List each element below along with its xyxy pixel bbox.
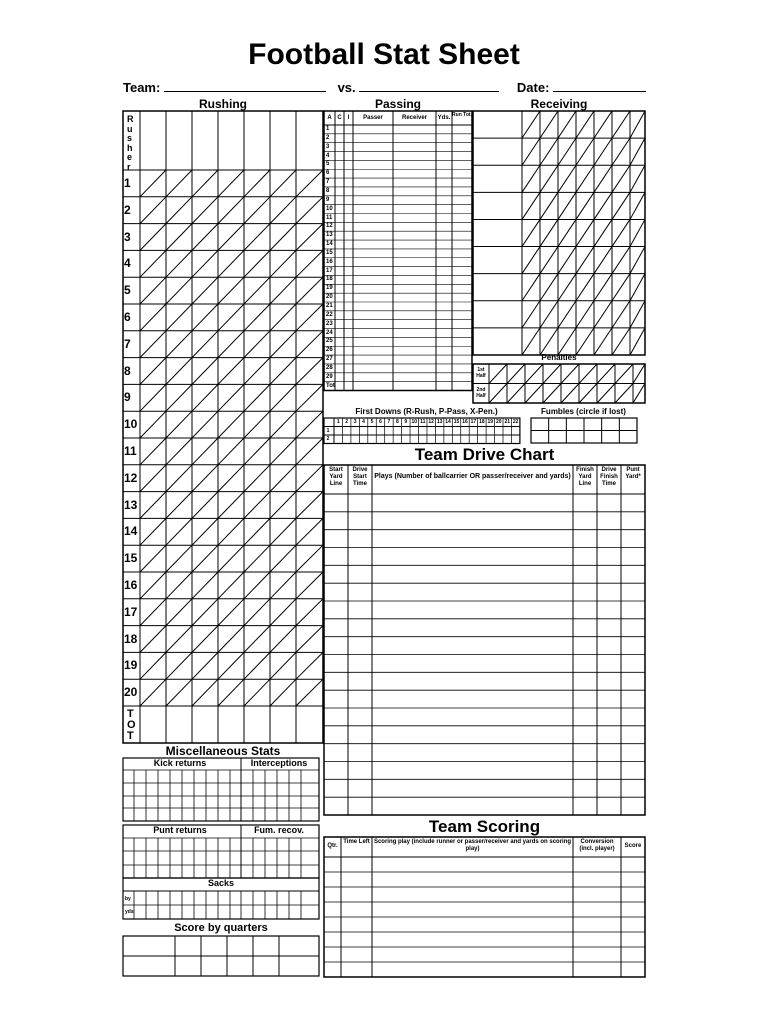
passing-row-number: 8 [326,187,330,194]
rushing-heading: Rushing [199,97,247,111]
rusher-row-number: 1 [124,176,131,190]
sacks-label: Sacks [207,878,235,888]
first-down-number: 12 [428,419,434,425]
passing-row-number: 2 [326,134,330,141]
first-down-number: 3 [353,419,357,425]
date-label: Date: [516,80,550,95]
passing-row-number: 11 [326,214,333,221]
rusher-row-number: 8 [124,363,131,378]
rusher-row-number: 17 [124,604,138,619]
passing-row-number: 23 [326,320,333,327]
interceptions-label: Interceptions [250,758,308,768]
passing-row-number: 28 [326,364,333,371]
passing-row-number: 1 [326,126,330,132]
passing-header: Receiver [401,115,428,121]
rusher-row-number: 9 [124,390,131,405]
passing-row-number: 26 [326,347,333,354]
tot-letter: T [127,708,134,720]
passing-row-number: 22 [326,311,333,318]
team-scoring-header: Time Left [343,839,370,845]
passing-row-number: 15 [326,249,333,256]
rusher-row-number: 10 [124,417,138,432]
rusher-row-number: 12 [124,470,138,485]
passing-heading: Passing [374,97,422,111]
drive-chart-header: Plays (Number of ballcarrier OR passer/receiver and yards) [374,473,571,480]
team-scoring-header: Score [624,843,642,849]
passing-header: Passer [363,115,383,121]
first-down-number: 22 [512,419,519,425]
passing-header: A [327,115,332,121]
rusher-row-number: 11 [124,444,137,458]
misc-heading: Miscellaneous Stats [165,744,281,758]
first-down-number: 8 [395,419,399,425]
passing-row-number: 17 [326,267,333,274]
rusher-letter: u [127,123,133,134]
passing-header: C [337,115,342,121]
penalties-half-label: 1st Half [476,367,486,379]
rusher-letter: s [127,133,133,143]
first-down-number: 19 [487,419,494,425]
vs-label: vs. [337,80,356,95]
passing-header: Yds. [437,115,451,121]
sacks-yds-label: yds [125,909,134,915]
first-down-number: 9 [404,419,408,425]
first-down-row: 1 [326,427,330,434]
receiving-heading: Receiving [530,97,588,111]
passing-row-number: 13 [326,232,333,239]
passing-row-number: 25 [326,338,333,345]
passing-row-number: Tot [326,382,335,389]
passing-row-number: 12 [326,223,333,230]
passing-row-number: 14 [326,241,333,248]
first-down-number: 14 [445,419,451,425]
first-downs-heading: First Downs (R-Rush, P-Pass, X-Pen.) [355,407,498,416]
tot-letter: O [127,719,136,731]
first-down-number: 11 [420,419,426,425]
rusher-row-number: 13 [124,497,138,512]
team-scoring-header: Qtr. [327,843,338,849]
rusher-row-number: 15 [124,551,138,566]
passing-row-number: 21 [326,303,333,309]
first-down-number: 7 [387,419,391,425]
tot-letter: T [127,730,134,742]
score-by-quarters-heading: Score by quarters [174,922,268,934]
team-label: Team: [123,80,161,95]
passing-row-number: 29 [326,373,333,380]
rusher-row-number: 5 [124,283,131,298]
rusher-row-number: 14 [124,524,138,539]
drive-chart-header: Start Yard Line [329,467,343,487]
passing-row-number: 10 [326,205,333,212]
first-down-number: 16 [462,419,468,425]
penalties-heading: Penalties [541,353,577,362]
rusher-letter: e [127,152,133,162]
passing-row-number: 20 [326,294,333,301]
passing-row-number: 6 [326,170,330,177]
punt-returns-label: Punt returns [153,825,207,835]
sacks-by-label: by [125,896,131,902]
passing-row-number: 27 [326,356,333,363]
first-down-number: 6 [379,419,382,425]
rusher-letter: h [127,142,133,153]
rusher-row-number: 18 [124,631,138,646]
first-down-number: 1 [336,419,340,425]
rusher-row-number: 2 [124,202,131,217]
first-down-number: 2 [345,419,349,425]
drive-chart-heading: Team Drive Chart [414,445,555,464]
passing-row-number: 9 [326,196,330,203]
rusher-row-number: 19 [124,658,138,673]
passing-row-number: 7 [326,179,330,186]
first-down-row: 2 [326,436,330,442]
rusher-row-number: 6 [124,310,131,324]
first-down-number: 13 [436,419,443,425]
drive-chart-header: Drive Start Time [352,467,368,487]
rusher-row-number: 7 [124,336,131,351]
rusher-letter: R [127,114,134,124]
passing-header: Run Tot. [452,112,472,118]
passing-row-number: 5 [326,161,330,168]
passing-row-number: 3 [326,143,330,150]
passing-row-number: 16 [326,258,333,265]
rusher-letter: r [127,161,131,172]
first-down-number: 4 [362,419,365,425]
team-scoring-header: Scoring play (include runner or passer/receiver and yards on scoring play) [373,839,572,852]
first-down-number: 21 [504,419,510,425]
rusher-row-number: 16 [124,578,138,592]
page-title: Football Stat Sheet [248,38,520,71]
first-down-number: 20 [495,419,502,425]
passing-row-number: 24 [326,329,333,336]
rusher-row-number: 4 [124,256,131,271]
rusher-row-number: 3 [124,229,131,244]
rusher-row-number: 20 [124,685,138,700]
first-down-number: 10 [411,419,418,425]
team-scoring-heading: Team Scoring [428,817,541,836]
drive-chart-header: Finish Yard Line [576,467,594,487]
first-down-number: 15 [453,419,460,425]
passing-header: I [347,115,350,121]
first-down-number: 18 [479,419,485,425]
fum-recov-label: Fum. recov. [254,825,304,835]
first-down-number: 17 [470,419,477,425]
passing-row-number: 4 [326,152,330,159]
drive-chart-header: Punt Yard* [625,467,641,480]
passing-row-number: 18 [326,276,333,283]
fumbles-heading: Fumbles (circle if lost) [541,407,626,416]
drive-chart-header: Drive Finish Time [600,467,618,487]
penalties-half-label: 2nd Half [476,386,486,399]
team-scoring-header: Conversion (incl. player) [579,839,615,852]
kick-returns-label: Kick returns [153,758,207,768]
first-down-number: 5 [370,419,374,425]
passing-row-number: 19 [326,285,333,292]
